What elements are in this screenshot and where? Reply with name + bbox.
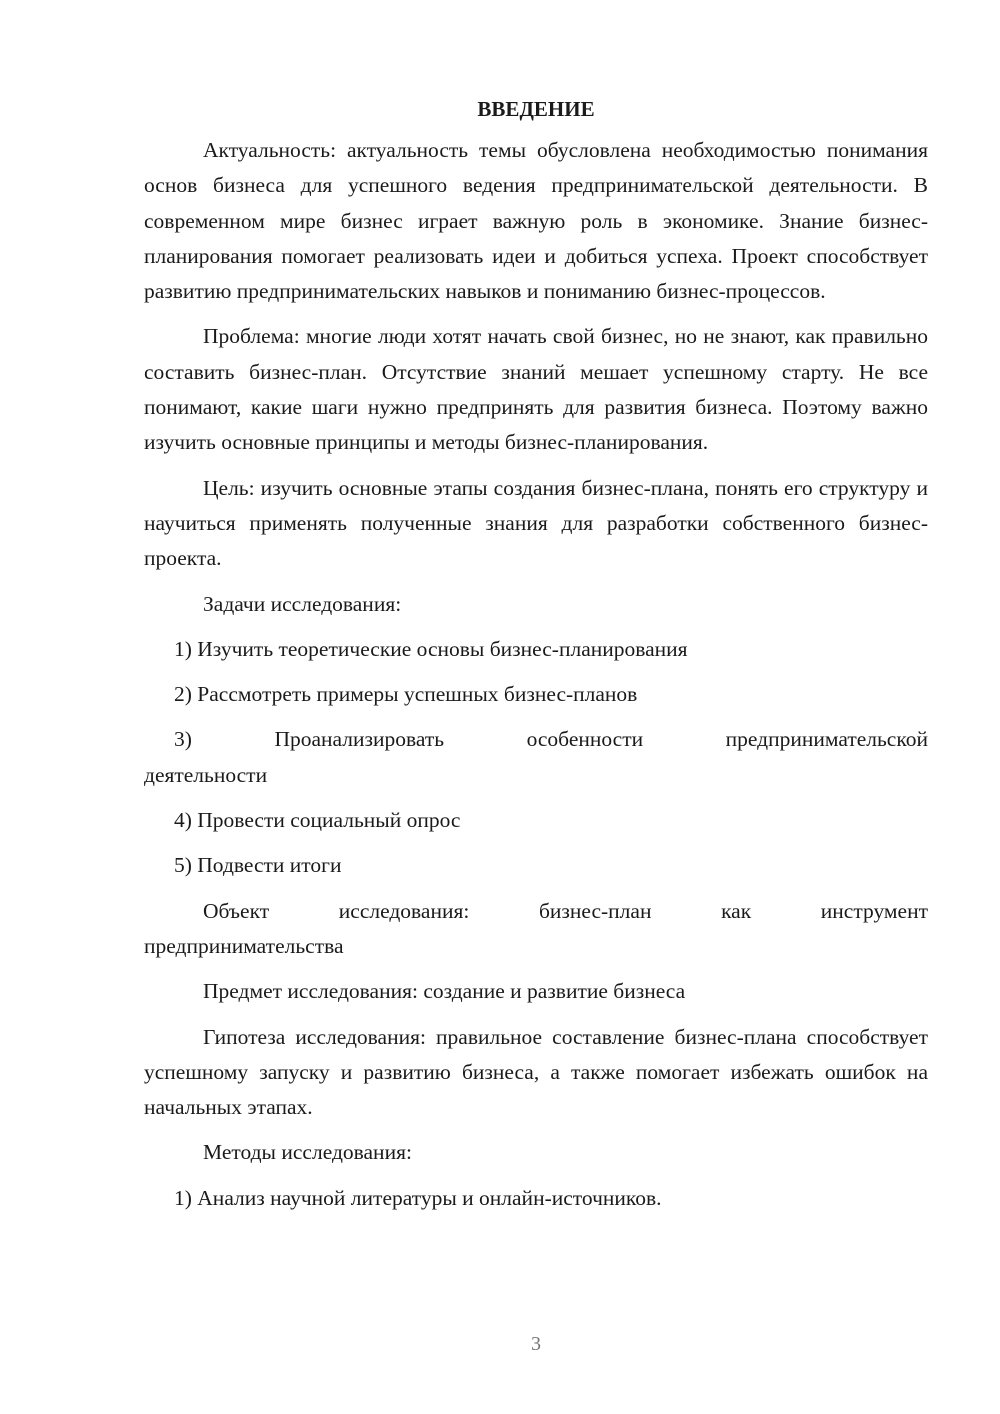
page-number: 3	[531, 1333, 541, 1355]
methods-heading: Методы исследования:	[203, 1140, 412, 1165]
goal-paragraph: Цель: изучить основные этапы создания бизнес-плана, понять его структуру и научиться применять полученные знания для разработки собственного бизнес-проекта.	[144, 475, 928, 571]
task-item-1: 1) Изучить теоретические основы бизнес-планирования	[174, 636, 688, 661]
object-word: как	[721, 898, 752, 923]
object-word: Объект	[203, 898, 270, 923]
document-body	[144, 92, 928, 1226]
relevance-paragraph: Актуальность: актуальность темы обусловлена необходимостью понимания основ бизнеса для успешного ведения предпринимательской деятельности. В современном мире бизнес играет важную роль в экономике. Знание бизнес-планирования помогает реализовать идеи и добиться успеха. Проект способствует развитию предпринимательских навыков и пониманию бизнес-процессов.	[144, 138, 928, 304]
task-3-word: предпринимательской	[725, 727, 928, 752]
object-first-line	[144, 894, 928, 929]
object-paragraph	[144, 894, 928, 965]
task-3-word: Проанализировать	[274, 727, 445, 752]
task-item-2: 2) Рассмотреть примеры успешных бизнес-планов	[174, 682, 638, 707]
hypothesis-paragraph: Гипотеза исследования: правильное составление бизнес-плана способствует успешному запуску и развитию бизнеса, а также помогает избежать ошибок на начальных этапах.	[144, 1024, 928, 1120]
task-item-5: 5) Подвести итоги	[174, 853, 342, 878]
task-item-3-first-line	[144, 722, 928, 757]
task-item-3-tail: деятельности	[144, 762, 268, 787]
task-item-3	[144, 722, 928, 793]
object-tail: предпринимательства	[144, 933, 344, 958]
subject-paragraph: Предмет исследования: создание и развитие бизнеса	[203, 979, 686, 1004]
section-title: ВВЕДЕНИЕ	[477, 97, 595, 121]
problem-paragraph: Проблема: многие люди хотят начать свой бизнес, но не знают, как правильно составить бизнес-план. Отсутствие знаний мешает успешному старту. Не все понимают, какие шаги нужно предпринять для развития бизнеса. Поэтому важно изучить основные принципы и методы бизнес-планирования.	[144, 324, 928, 455]
method-item-1: 1) Анализ научной литературы и онлайн-источников.	[174, 1185, 662, 1210]
task-3-word: особенности	[526, 727, 644, 752]
object-word: инструмент	[820, 898, 928, 923]
object-word: исследования:	[338, 898, 470, 923]
tasks-heading: Задачи исследования:	[203, 591, 402, 616]
object-word: бизнес-план	[538, 898, 652, 923]
task-item-4: 4) Провести социальный опрос	[174, 808, 461, 833]
task-3-word: 3)	[174, 727, 192, 752]
